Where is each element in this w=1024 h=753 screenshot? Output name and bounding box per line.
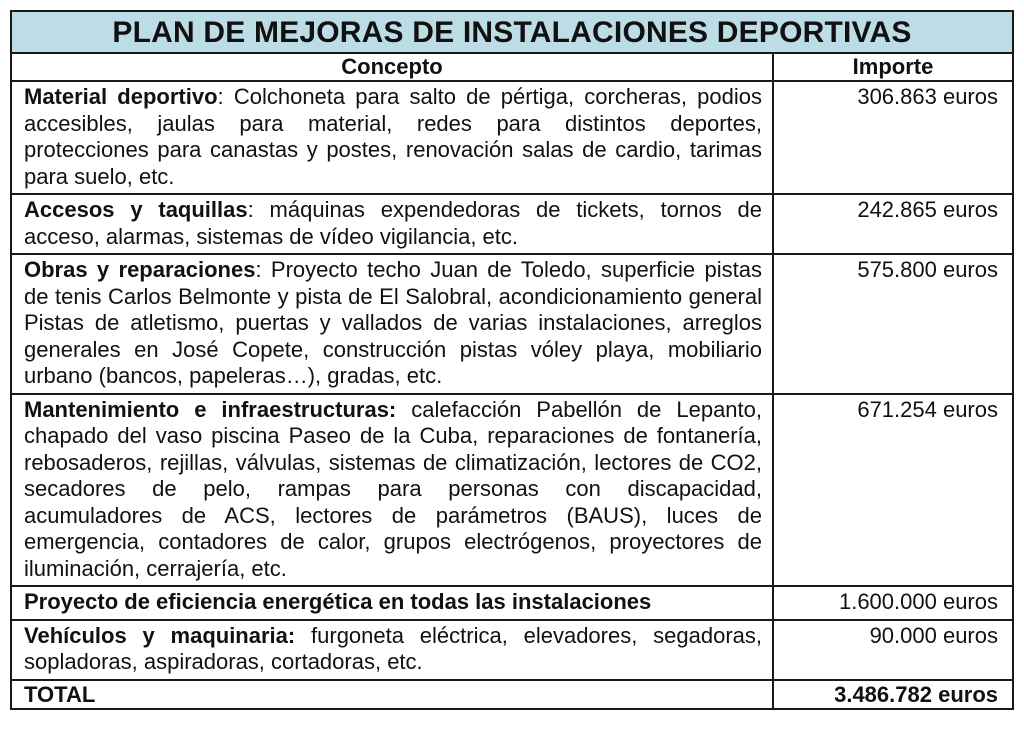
concept-text: furgoneta eléctrica, elevadores, segadoras, sopladoras, aspiradoras, cortadoras, etc.: [24, 622, 762, 674]
table-row: [11, 194, 1013, 254]
amount-cell: 671.254 euros: [773, 394, 1013, 587]
amount-cell: 242.865 euros: [773, 194, 1013, 254]
concept-text: calefacción Pabellón de Lepanto, chapado del vaso piscina Paseo de la Cuba, reparaciones de fontanería, rebosaderos, rejillas, válvulas, sistemas de climatización, lectores de CO2, secadores de pelo, rampas para personas con discapacidad, acumuladores de ACS, lectores de parámetros (BAUS), luces de emergencia, contadores de calor, grupos electrógenos, proyectores de iluminación, cerrajería, etc.: [24, 396, 763, 581]
amount-cell: 90.000 euros: [773, 620, 1013, 680]
concept-separator: :: [255, 257, 262, 282]
table-row: [11, 81, 1013, 194]
header-concept: Concepto: [11, 53, 773, 81]
concept-heading: Mantenimiento e infraestructuras:: [24, 396, 397, 422]
table-row: [11, 254, 1013, 394]
concept-cell: [11, 254, 773, 394]
amount-cell: 306.863 euros: [773, 81, 1013, 194]
concept-heading: Vehículos y maquinaria:: [24, 622, 296, 648]
concept-heading: Accesos y taquillas: [24, 197, 248, 222]
document: [10, 10, 1012, 710]
concept-text: Proyecto techo Juan de Toledo, superficie pistas de tenis Carlos Belmonte y pista de El Salobral, acondicionamiento general Pistas de atletismo, puertas y vallados de varias instalaciones, arreglos generales en José Copete, construcción pistas vóley playa, mobiliario urbano (bancos, papeleras…), gradas, etc.: [24, 257, 762, 388]
header-amount: Importe: [773, 53, 1013, 81]
title-row: [11, 11, 1013, 53]
concept-separator: :: [247, 197, 254, 222]
concept-cell: [11, 586, 773, 620]
concept-cell: [11, 194, 773, 254]
table-title: PLAN DE MEJORAS DE INSTALACIONES DEPORTIVAS: [11, 11, 1013, 53]
table-row: [11, 620, 1013, 680]
total-amount: 3.486.782 euros: [773, 680, 1013, 709]
concept-text: Colchoneta para salto de pértiga, corcheras, podios accesibles, jaulas para material, redes para distintos deportes, protecciones para canastas y postes, renovación salas de cardio, tarimas para suelo, etc.: [24, 84, 763, 189]
concept-heading: Proyecto de eficiencia energética en todas las instalaciones: [24, 589, 652, 614]
amount-cell: 1.600.000 euros: [773, 586, 1013, 620]
budget-table: [10, 10, 1014, 710]
total-row: [11, 680, 1013, 709]
concept-cell: [11, 81, 773, 194]
amount-cell: 575.800 euros: [773, 254, 1013, 394]
concept-separator: :: [217, 84, 224, 109]
header-row: [11, 53, 1013, 81]
concept-heading: Obras y reparaciones: [24, 257, 256, 282]
concept-text: máquinas expendedoras de tickets, tornos de acceso, alarmas, sistemas de vídeo vigilancia, etc.: [24, 197, 762, 249]
concept-cell: [11, 620, 773, 680]
total-label: TOTAL: [11, 680, 773, 709]
table-row: [11, 586, 1013, 620]
concept-cell: [11, 394, 773, 587]
concept-heading: Material deportivo: [24, 84, 218, 109]
table-row: [11, 394, 1013, 587]
